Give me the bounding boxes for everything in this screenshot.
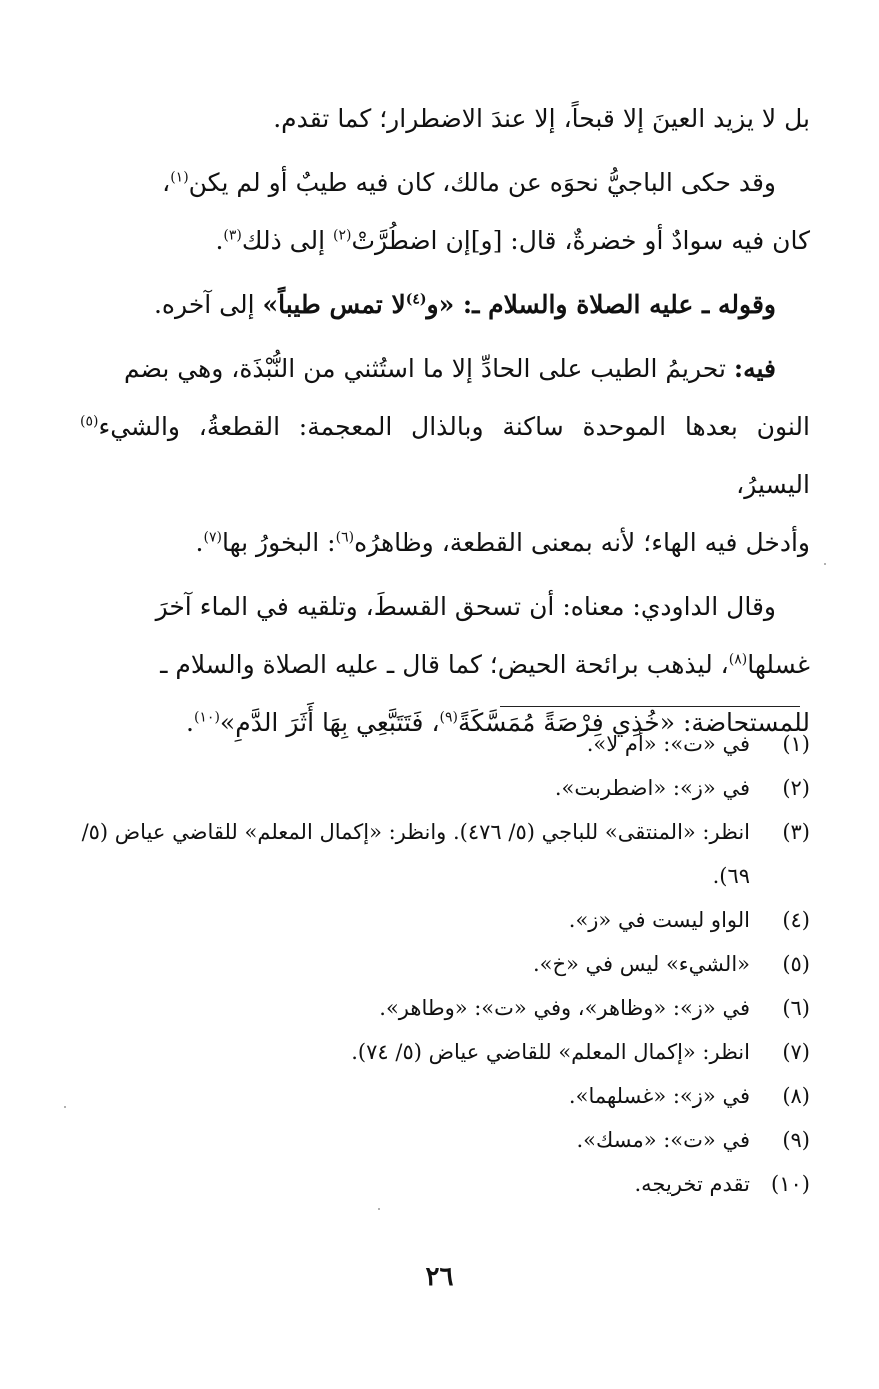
paragraph-4 [80,340,810,398]
footnote-ref-8[interactable]: (٨) [728,651,748,668]
paragraph-4-cont-2 [80,514,810,572]
footnote-ref-3[interactable]: (٣) [223,227,242,244]
paragraph-5-line-3a: للمستحاضة: «خُذِي فِرْصَةً مُمَسَّكَةً [457,708,810,737]
paragraph-2-line-2b: إلى ذلك [241,226,334,255]
paragraph-1 [80,90,810,148]
paragraph-4-line-3c: . [195,528,204,557]
paragraph-2 [80,154,810,212]
footnote-item [80,1074,810,1118]
footnote-text: الواو ليست في «ز». [568,908,750,932]
footnote-text: في «ز»: «غسلهما». [568,1084,750,1108]
paragraph-5-line-2b: ، ليذهب برائحة الحيض؛ كما قال ـ عليه الصلاة والسلام ـ [160,650,729,679]
footnote-item [80,898,810,942]
footnote-text: انظر: «إكمال المعلم» للقاضي عياض (٥/ ٧٤). [351,1040,750,1064]
footnote-item [80,1162,810,1206]
paragraph-3-c: إلى آخره. [153,290,263,319]
footnote-number: (٣) [782,820,810,844]
paragraph-2-line-1b: ، [162,168,171,197]
footnote-item [80,1118,810,1162]
page-number: ٢٦ [425,1262,454,1292]
footnote-text: في «ت»: «أم لا». [586,732,750,756]
paragraph-2-line-2c: . [215,226,224,255]
paragraph-5-line-3c: . [185,708,194,737]
scan-speck [64,1106,66,1108]
paragraph-4-cont-1 [80,398,810,514]
footnote-item [80,722,810,766]
footnote-text: انظر: «المنتقى» للباجي (٥/ ٤٧٦). وانظر: «إكمال المعلم» للقاضي عياض (٥/ ٦٩). [81,820,750,888]
paragraph-1-line-1: بل لا يزيد العينَ إلا قبحاً، إلا عندَ الاضطرار؛ كما تقدم. [273,104,810,133]
footnote-number: (٨) [782,1084,810,1108]
paragraph-5 [80,578,810,636]
footnote-number: (٢) [782,776,810,800]
footnote-item [80,810,810,898]
footnote-text: تقدم تخريجه. [634,1172,750,1196]
paragraph-5-cont-1 [80,636,810,694]
footnote-text: في «ت»: «مسك». [576,1128,750,1152]
paragraph-5-line-3b: ، فَتَتَبَّعِي بِهَا أَثَرَ الدَّمِ» [219,708,440,737]
footnote-item [80,766,810,810]
footnote-ref-9[interactable]: (٩) [439,709,458,726]
footnote-ref-6[interactable]: (٦) [335,529,355,546]
paragraph-3 [80,276,810,334]
footnote-ref-5[interactable]: (٥) [80,413,99,430]
footnote-number: (١٠) [771,1172,810,1196]
footnote-ref-4[interactable]: (٤) [405,291,427,308]
paragraph-4-line-2a: النون بعدها الموحدة ساكنة وبالذال المعجمة: القطعةُ، والشيء [98,412,810,441]
footnote-ref-2[interactable]: (٢) [333,227,352,244]
paragraph-2-cont [80,212,810,270]
paragraph-4-line-2b: اليسيرُ، [736,470,810,499]
footnote-text: في «ز»: «اضطربت». [554,776,750,800]
footnote-ref-7[interactable]: (٧) [203,529,222,546]
footnotes-section [80,722,810,1206]
footnote-text: «الشيء» ليس في «خ». [532,952,750,976]
paragraph-4-line-1: تحريمُ الطيب على الحادِّ إلا ما استُثني من النُّبْذَة، وهي بضم [124,354,734,383]
paragraph-4-label: فيه: [733,354,776,383]
paragraph-5-line-2a: غسلها [747,650,810,679]
footnote-number: (٤) [782,908,810,932]
paragraph-3-b: لا تمس طيباً» [262,290,406,319]
footnote-number: (٦) [782,996,810,1020]
footnote-item [80,942,810,986]
scan-speck [378,1208,380,1210]
footnote-separator [500,706,800,707]
paragraph-3-a: وقوله ـ عليه الصلاة والسلام ـ: «و [426,290,776,319]
footnote-number: (١) [782,732,810,756]
scan-speck [824,563,826,565]
paragraph-5-line-1: وقال الداودي: معناه: أن تسحق القسطَ، وتلقيه في الماء آخرَ [155,592,776,621]
paragraph-4-line-3a: وأدخل فيه الهاء؛ لأنه بمعنى القطعة، وظاهرُه [354,528,810,557]
footnote-number: (٥) [782,952,810,976]
footnote-ref-10[interactable]: (١٠) [193,709,220,726]
footnote-ref-1[interactable]: (١) [170,169,189,186]
footnote-item [80,986,810,1030]
paragraph-4-line-3b: : البخورُ بها [221,528,336,557]
footnote-text: في «ز»: «وظاهر»، وفي «ت»: «وطاهر». [379,996,750,1020]
paragraph-2-line-2a: كان فيه سوادٌ أو خضرةٌ، قال: [و]إن اضطُرَّتْ [351,226,810,255]
footnote-item [80,1030,810,1074]
paragraph-2-line-1a: وقد حكى الباجيُّ نحوَه عن مالك، كان فيه طيبٌ أو لم يكن [188,168,776,197]
footnote-number: (٧) [782,1040,810,1064]
footnote-number: (٩) [782,1128,810,1152]
main-text [80,90,810,752]
